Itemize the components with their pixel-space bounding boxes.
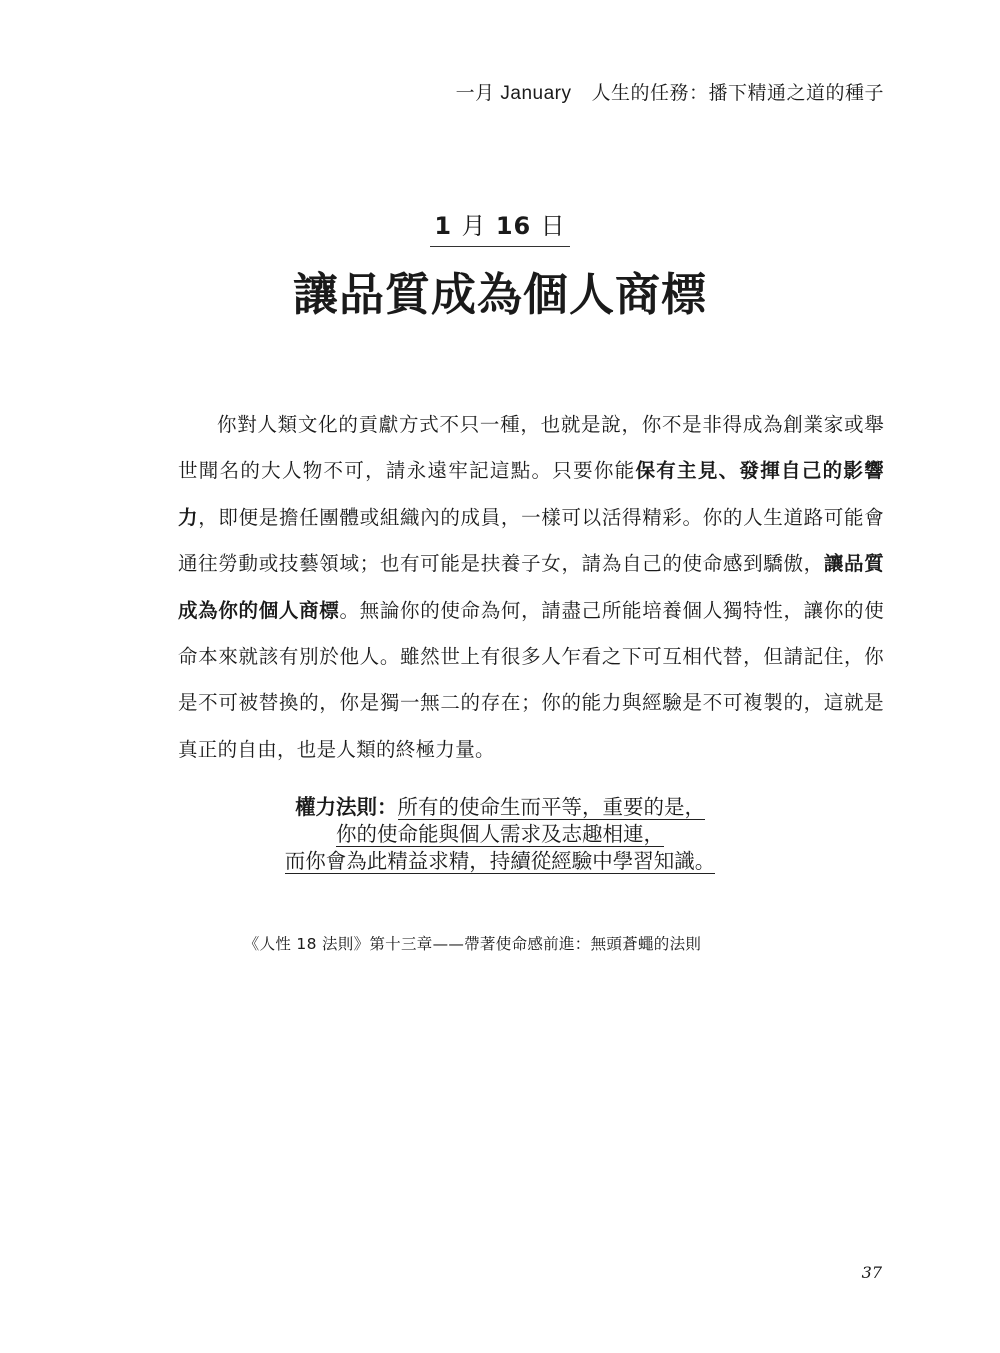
body-text-part-2: ，即便是擔任團體或組織內的成員，一樣可以活得精彩。你的人生道路可能會通往勞動或技藝領域；也有可能是扶養子女，請為自己的使命感到驕傲， xyxy=(178,505,884,576)
header-theme: 人生的任務：播下精通之道的種子 xyxy=(591,83,884,104)
body-text-part-3: 。無論你的使命為何，請盡己所能培養個人獨特性，讓你的使命本來就該有別於他人。雖然世上有很多人乍看之下可互相代替，但請記住，你是不可被替換的，你是獨一無二的存在；你的能力與經驗是不可複製的，這就是真正的自由，也是人類的終極力量。 xyxy=(178,598,884,761)
date-month-number: 1 xyxy=(434,212,453,240)
quote-line-1: 所有的使命生而平等，重要的是， xyxy=(397,795,705,819)
source-citation: 《人性 18 法則》第十三章——帶著使命感前進：無頭蒼蠅的法則 xyxy=(243,935,702,953)
quote-line-3: 而你會為此精益求精，持續從經驗中學習知識。 xyxy=(284,849,716,873)
header-month: 一月 January xyxy=(455,83,572,104)
page-number: 37 xyxy=(861,1263,882,1282)
quote-label: 權力法則： xyxy=(295,795,398,819)
law-quote xyxy=(0,794,1000,875)
body-bold-phrase-1: 保有主見、發揮自己的影響力 xyxy=(178,459,884,529)
entry-date xyxy=(430,206,569,247)
body-bold-phrase-2: 讓品質成為你的個人商標 xyxy=(178,552,884,622)
date-day-unit: 日 xyxy=(540,212,566,240)
page-title: 讓品質成為個人商標 xyxy=(292,268,707,321)
date-heading xyxy=(0,206,1000,247)
date-day-number: 16 xyxy=(495,212,532,240)
quote-line-2: 你的使命能與個人需求及志趣相連， xyxy=(336,822,664,846)
date-month-unit: 月 xyxy=(461,212,487,240)
running-header xyxy=(456,78,884,105)
body-text-part-1: 你對人類文化的貢獻方式不只一種，也就是說，你不是非得成為創業家或舉世聞名的大人物不可，請永遠牢記這點。只要你能 xyxy=(178,413,884,483)
body-paragraph xyxy=(178,402,884,773)
